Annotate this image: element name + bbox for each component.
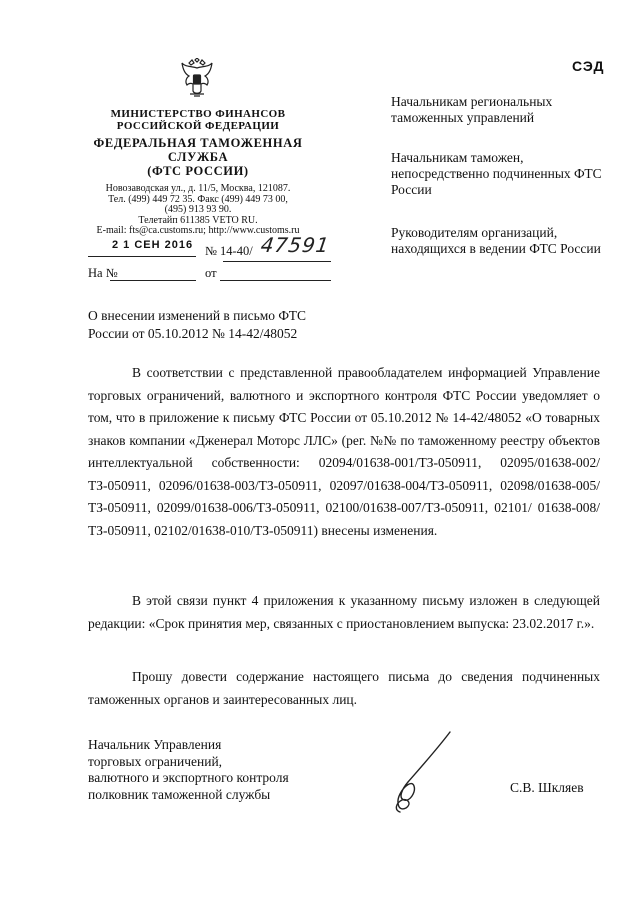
body-paragraph-1: В соответствии с представленной правообладателем информацией Управление торговых ограничений, валютного и экспортного контроля ФТС России уведомляет о том, что в приложение к письму ФТС России от 05.10.2012 № 14-42/48052 «О товарных знаков компании «Дженерал Моторс ЛЛС» (рег. №№ по таможенному реестру объектов интеллектуальной собственности: 02094/01638-001/ТЗ-050911, 02095/01638-002/ТЗ-050911, 02096/01638-003/ТЗ-050911, 02097/01638-004/ТЗ-050911, 02098/01638-005/ ТЗ-050911, 02099/01638-006/ТЗ-050911, 02100/01638-007/ТЗ-050911, 02101/ 01638-008/ТЗ-050911, 02102/01638-010/ТЗ-050911) внесены изменения. [88,365,600,538]
letter-subject: О внесении изменений в письмо ФТС России от 05.10.2012 № 14-42/48052 [88,308,307,341]
addressee-2: Начальникам таможен, непосредственно подчиненных ФТС России [391,150,602,197]
signer-line-4: полковник таможенной службы [88,786,271,802]
sed-mark: СЭД [572,58,605,74]
addressee-3: Руководителям организаций, находящихся в ведении ФТС России [391,225,601,256]
body-paragraph-3: Прошу довести содержание настоящего письма до сведения подчиненных таможенных органов и заинтересованных лиц. [88,669,600,707]
signer-line-3: валютного и экспортного контроля [88,770,289,785]
phones-line: Тел. (499) 449 72 35. Факс (499) 449 73 00, [108,193,288,205]
outgoing-number-handwritten: 47591 [259,233,332,257]
reference-number-underline [110,280,196,281]
handwritten-signature [378,728,488,818]
signer-position [88,737,328,803]
ministry-title: МИНИСТЕРСТВО ФИНАНСОВ РОССИЙСКОЙ ФЕДЕРАЦИИ [110,108,286,132]
service-name: ФЕДЕРАЛЬНАЯ ТАМОЖЕННАЯ СЛУЖБА [93,136,303,164]
date-underline [88,256,196,257]
service-abbr: (ФТС РОССИИ) [147,164,249,178]
number-underline [223,261,331,262]
signer-name: С.В. Шкляев [510,780,584,795]
address-line: Новозаводская ул., д. 11/5, Москва, 121087. [105,183,291,194]
reference-number-label: На № [88,266,118,280]
reference-date-underline [220,280,331,281]
email-line: E-mail: fts@ca.customs.ru; http://www.customs.ru [96,225,300,236]
body-paragraph-2: В этой связи пункт 4 приложения к указанному письму изложен в следующей редакции: «Срок принятия мер, связанных с приостановлением выпуска: 23.02.2017 г.». [88,593,600,631]
contact-block [88,184,308,237]
outgoing-date-stamp: 2 1 СЕН 2016 [112,239,194,251]
phones-line-2: (495) 913 93 90. [164,204,232,215]
reference-date-label: от [205,266,217,280]
coat-of-arms-icon [177,58,217,100]
teletype-line: Телетайп 611385 VETO RU. [138,214,258,226]
service-title [88,136,308,178]
signer-line-1: Начальник Управления [88,737,222,752]
outgoing-number-prefix: № 14-40/ [205,244,253,258]
addressee-1: Начальникам региональных таможенных управлений [391,94,553,125]
signer-line-2: торговых ограничений, [88,753,223,769]
